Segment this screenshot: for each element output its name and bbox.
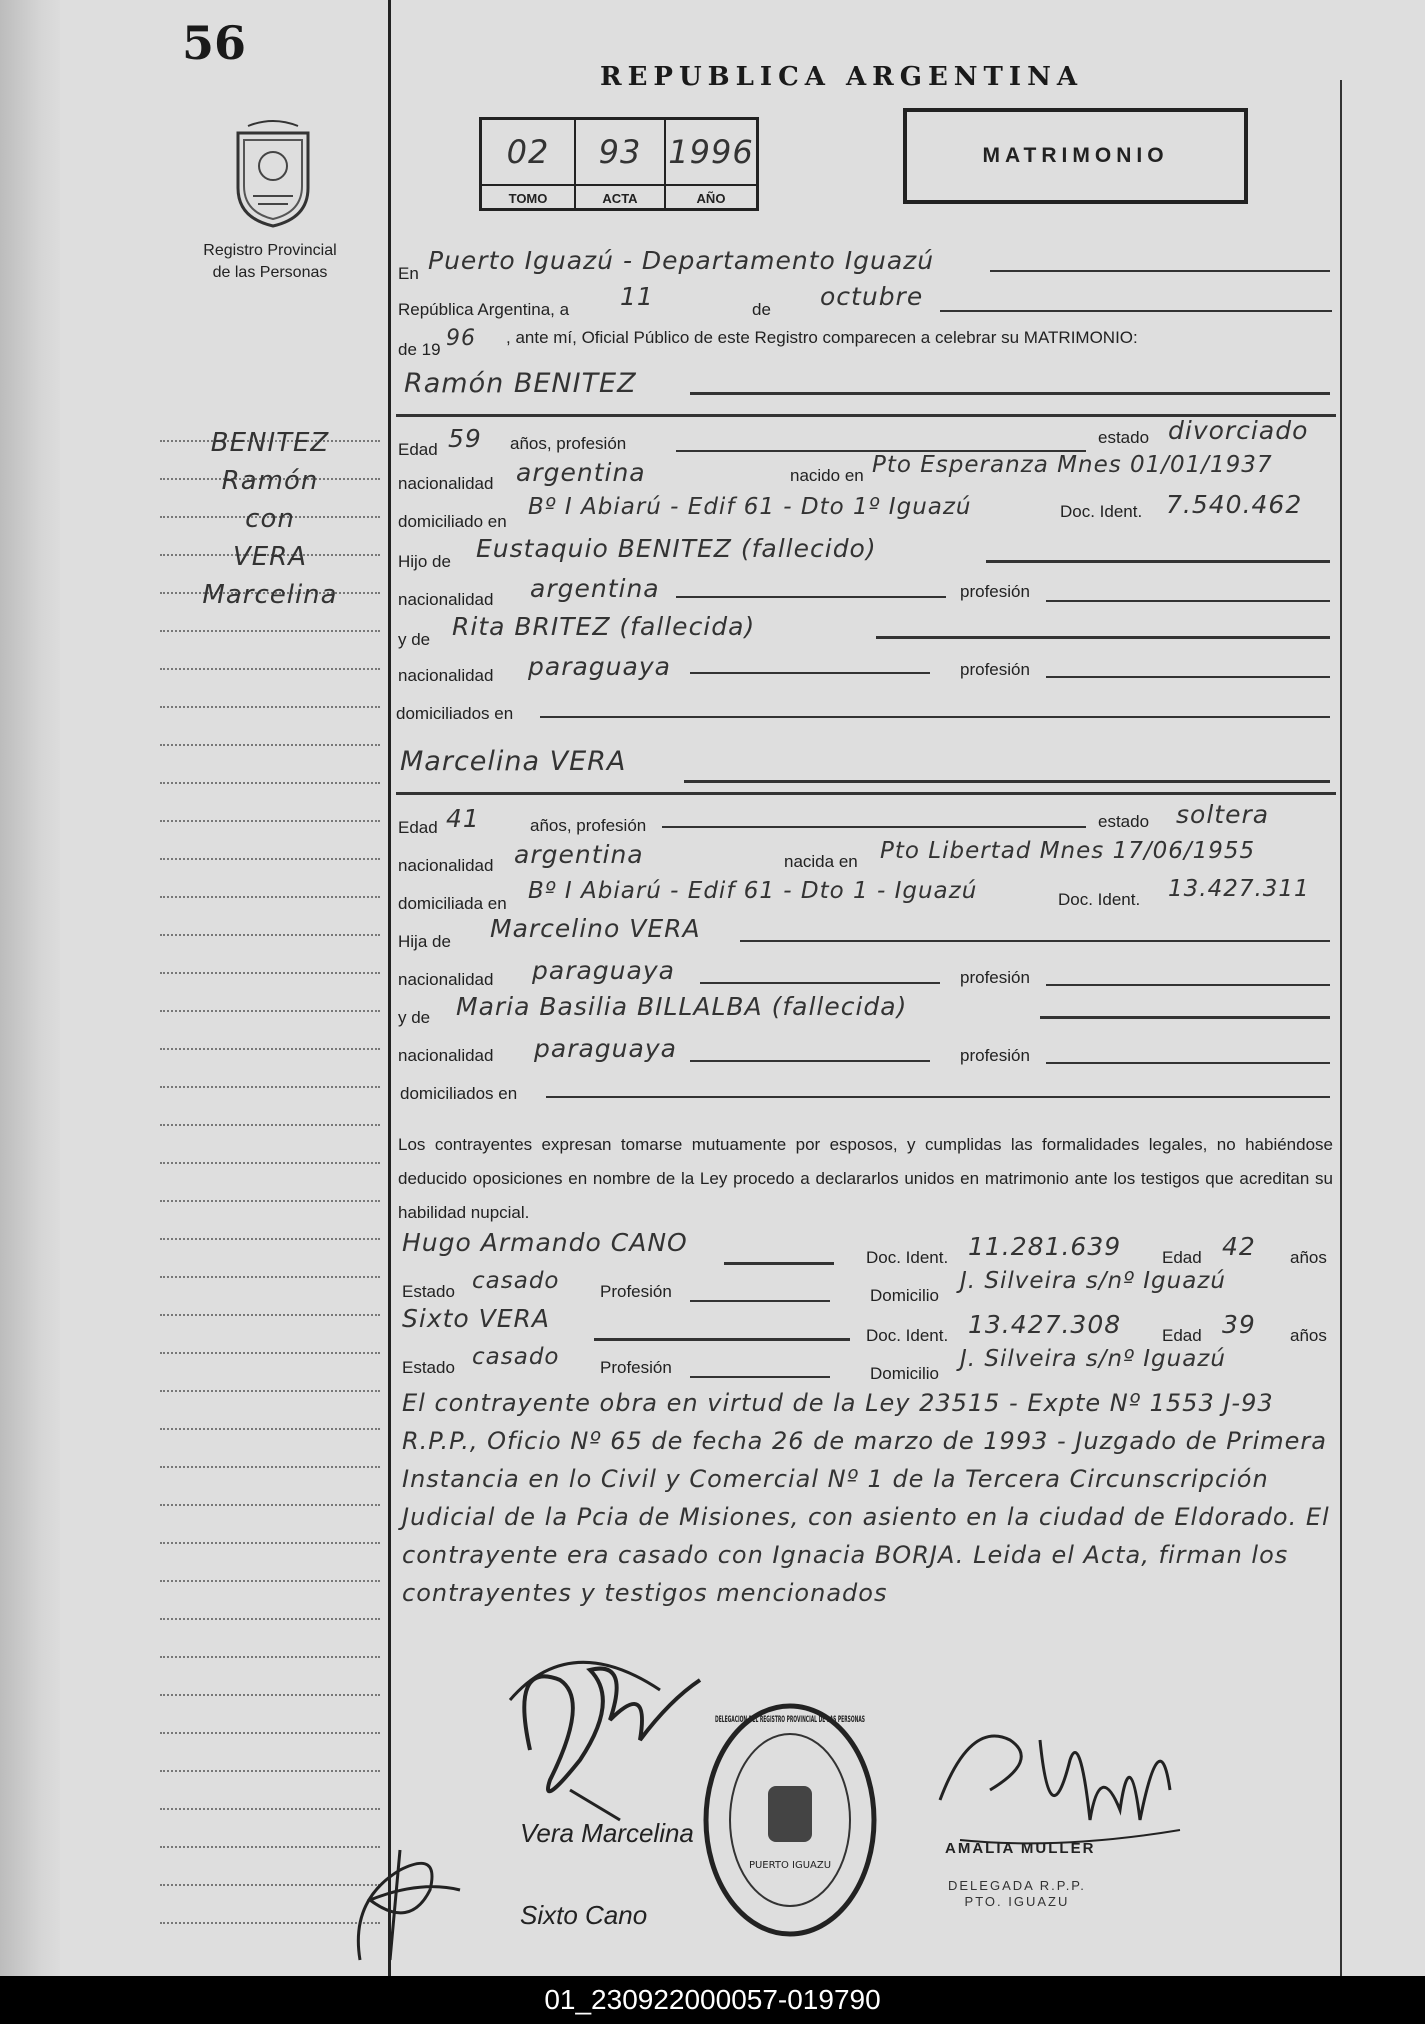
profesion-label: profesión xyxy=(960,1046,1030,1065)
officer-title xyxy=(948,1878,1086,1910)
ano-label: AÑO xyxy=(666,184,756,211)
year-suffix: 96 xyxy=(446,326,476,351)
underline xyxy=(1046,676,1330,678)
declaration-text: Los contrayentes expresan tomarse mutuamente por esposos, y cumplidas las formalidades legales, no habiéndose deducido oposiciones en nombre de la Ley procedo a declararlos unidos en matrimonio ante los testigos que acreditan su habilidad nupcial. xyxy=(398,1135,1333,1222)
underline xyxy=(1046,984,1330,986)
profesion-label: profesión xyxy=(960,660,1030,679)
margin-dotted-rule xyxy=(160,858,380,860)
groom-madre: Rita BRITEZ (fallecida) xyxy=(452,612,756,641)
groom-doc: 7.540.462 xyxy=(1166,490,1303,519)
officer-name: AMALIA MULLER xyxy=(945,1840,1096,1857)
underline xyxy=(662,826,1086,828)
groom-name: Ramón BENITEZ xyxy=(404,368,637,399)
underline xyxy=(684,780,1330,783)
de-label: de xyxy=(752,300,771,319)
day-value: 11 xyxy=(620,282,654,311)
tomo-label: TOMO xyxy=(482,184,576,211)
stamp-city: PUERTO IGUAZU xyxy=(748,1860,832,1871)
margin-dotted-rule xyxy=(160,1352,380,1354)
estado-label: estado xyxy=(1098,812,1150,831)
act-type-box: MATRIMONIO xyxy=(903,108,1248,204)
margin-name: BENITEZ xyxy=(210,428,330,458)
underline xyxy=(1040,1016,1330,1019)
witness-signature: Sixto Cano xyxy=(520,1900,648,1930)
notes-text: El contrayente obra en virtud de la Ley 23515 - Expte Nº 1553 J-93 R.P.P., Oficio Nº 65 de fecha 26 de marzo de 1993 - Juzgado de Primera Instancia en lo Civil y Comercial Nº 1 de la Tercera Circunscripción Judicial de la Pcia de Misiones, con asiento en la ciudad de Eldorado. El contrayente era casado con Ignacia BORJA. Leida el Acta, firman los contrayentes y testigos mencionados xyxy=(402,1389,1330,1607)
margin-dotted-rule xyxy=(160,706,380,708)
registry-name xyxy=(170,240,370,284)
underline xyxy=(990,270,1330,272)
witness2-doc: 13.427.308 xyxy=(968,1310,1122,1339)
margin-name: con xyxy=(245,504,295,534)
underline xyxy=(540,716,1330,718)
margin-name: Ramón xyxy=(221,466,319,496)
bride-name: Marcelina VERA xyxy=(400,746,627,777)
bride-nacida: Pto Libertad Mnes 17/06/1955 xyxy=(880,838,1256,864)
registry-line1: Registro Provincial xyxy=(203,242,337,259)
margin-rule xyxy=(388,0,391,1976)
groom-domicilio: Bº I Abiarú - Edif 61 - Dto 1º Iguazú xyxy=(528,494,972,520)
groom-edad: 59 xyxy=(448,424,482,453)
domiciliados-label: domiciliados en xyxy=(400,1084,518,1103)
underline xyxy=(690,1060,930,1062)
country-title: REPUBLICA ARGENTINA xyxy=(600,62,1084,92)
margin-dotted-rule xyxy=(160,1162,380,1164)
underline xyxy=(690,392,1330,395)
underline xyxy=(594,1338,850,1341)
registry-stamp-icon xyxy=(700,1700,880,1940)
bride-domicilio: Bº I Abiarú - Edif 61 - Dto 1 - Iguazú xyxy=(528,878,978,904)
republica-label: República Argentina, a xyxy=(398,300,570,319)
anos-label: años, profesión xyxy=(510,434,627,453)
edad-label: Edad xyxy=(398,440,438,459)
bride-padre: Marcelino VERA xyxy=(490,914,701,943)
doc-label: Doc. Ident. xyxy=(866,1248,949,1267)
bride-signature: Vera Marcelina xyxy=(520,1818,694,1848)
witness2-estado: casado xyxy=(472,1344,560,1370)
edad-label: Edad xyxy=(398,818,438,837)
bride-doc: 13.427.311 xyxy=(1168,876,1310,902)
groom-madre-nac: paraguaya xyxy=(528,652,671,681)
witness1-doc: 11.281.639 xyxy=(968,1232,1122,1261)
margin-dotted-rule xyxy=(160,896,380,898)
place-value: Puerto Iguazú - Departamento Iguazú xyxy=(428,246,935,275)
signature-scribble-icon xyxy=(340,1840,480,1970)
margin-dotted-rule xyxy=(160,1428,380,1430)
tomo-value: 02 xyxy=(482,120,576,184)
margin-dotted-rule xyxy=(160,1694,380,1696)
domiciliado-label: domiciliado en xyxy=(398,512,507,531)
margin-dotted-rule xyxy=(160,934,380,936)
witness1-name: Hugo Armando CANO xyxy=(402,1228,688,1257)
margin-name: VERA xyxy=(232,542,308,572)
underline xyxy=(1046,600,1330,602)
doc-label: Doc. Ident. xyxy=(1060,502,1143,521)
ano-value: 1996 xyxy=(668,133,754,171)
acta-value: 93 xyxy=(576,120,666,184)
edad-label: Edad xyxy=(1162,1248,1202,1267)
margin-dotted-rule xyxy=(160,1808,380,1810)
provincial-seal-icon xyxy=(228,118,318,228)
bride-estado: soltera xyxy=(1176,800,1270,829)
nacido-label: nacido en xyxy=(790,466,864,485)
hijo-label: Hijo de xyxy=(398,552,451,571)
underline xyxy=(690,672,930,674)
margin-dotted-rule xyxy=(160,1390,380,1392)
bride-padre-nac: paraguaya xyxy=(532,956,675,985)
margin-name: Marcelina xyxy=(202,580,338,610)
witness2-name: Sixto VERA xyxy=(402,1304,551,1333)
witness1-estado: casado xyxy=(472,1268,560,1294)
underline xyxy=(700,982,940,984)
acta-label: ACTA xyxy=(576,184,666,211)
margin-dotted-rule xyxy=(160,782,380,784)
yde-label: y de xyxy=(398,630,431,649)
margin-dotted-rule xyxy=(160,1656,380,1658)
bride-madre: Maria Basilia BILLALBA (fallecida) xyxy=(456,992,908,1021)
domiciliada-label: domiciliada en xyxy=(398,894,507,913)
tomo-acta-box xyxy=(479,117,759,211)
margin-dotted-rule xyxy=(160,1276,380,1278)
margin-dotted-rule xyxy=(160,1770,380,1772)
underline xyxy=(724,1262,834,1265)
margin-dotted-rule xyxy=(160,668,380,670)
groom-padre: Eustaquio BENITEZ (fallecido) xyxy=(476,534,877,563)
bride-madre-nac: paraguaya xyxy=(534,1034,677,1063)
officer-place-line: PTO. IGUAZU xyxy=(964,1894,1070,1909)
bride-nacionalidad: argentina xyxy=(514,840,644,869)
nacionalidad-label: nacionalidad xyxy=(398,1046,494,1065)
witness1-edad: 42 xyxy=(1222,1232,1256,1261)
groom-estado: divorciado xyxy=(1168,416,1309,445)
profesion-label: Profesión xyxy=(600,1358,672,1377)
underline xyxy=(940,310,1332,312)
domiciliados-label: domiciliados en xyxy=(396,704,514,723)
officer-signature-icon xyxy=(930,1700,1190,1860)
edad-label: Edad xyxy=(1162,1326,1202,1345)
anos-label: años xyxy=(1290,1248,1327,1267)
nacida-label: nacida en xyxy=(784,852,858,871)
witness2-domicilio: J. Silveira s/nº Iguazú xyxy=(960,1346,1226,1372)
profesion-label: profesión xyxy=(960,582,1030,601)
margin-dotted-rule xyxy=(160,630,380,632)
margin-dotted-rule xyxy=(160,744,380,746)
margin-dotted-rule xyxy=(160,1504,380,1506)
doc-label: Doc. Ident. xyxy=(1058,890,1141,909)
year-prefix: de 19 xyxy=(398,340,441,359)
officer-title-line: DELEGADA R.P.P. xyxy=(948,1878,1086,1893)
estado-label: estado xyxy=(1098,428,1150,447)
registry-line2: de las Personas xyxy=(212,264,328,281)
underline xyxy=(986,560,1330,563)
margin-dotted-rule xyxy=(160,820,380,822)
margin-dotted-rule xyxy=(160,1238,380,1240)
domicilio-label: Domicilio xyxy=(870,1364,939,1383)
underline xyxy=(1046,1062,1330,1064)
margin-dotted-rule xyxy=(160,1086,380,1088)
anos-label: años, profesión xyxy=(530,816,647,835)
en-label: En xyxy=(398,264,419,283)
margin-dotted-rule xyxy=(160,1732,380,1734)
margin-dotted-rule xyxy=(160,1010,380,1012)
month-value: octubre xyxy=(820,282,924,311)
profesion-label: profesión xyxy=(960,968,1030,987)
groom-padre-nac: argentina xyxy=(530,574,660,603)
estado-label: Estado xyxy=(402,1282,455,1301)
book-binding xyxy=(0,0,60,1976)
doc-label: Doc. Ident. xyxy=(866,1326,949,1345)
margin-dotted-rule xyxy=(160,1542,380,1544)
stamp-text: DELEGACION DEL REGISTRO PROVINCIAL DE LAS PERSONAS xyxy=(715,1715,865,1725)
underline xyxy=(676,596,946,598)
witness2-edad: 39 xyxy=(1222,1310,1256,1339)
domicilio-label: Domicilio xyxy=(870,1286,939,1305)
nacionalidad-label: nacionalidad xyxy=(398,856,494,875)
bride-edad: 41 xyxy=(446,804,480,833)
ante-text: , ante mí, Oficial Público de este Registro comparecen a celebrar su MATRIMONIO: xyxy=(506,328,1138,347)
nacionalidad-label: nacionalidad xyxy=(398,474,494,493)
right-rule xyxy=(1340,80,1342,1976)
witness1-domicilio: J. Silveira s/nº Iguazú xyxy=(960,1268,1226,1294)
estado-label: Estado xyxy=(402,1358,455,1377)
signature-scribble-icon xyxy=(470,1640,730,1830)
nacionalidad-label: nacionalidad xyxy=(398,666,494,685)
underline xyxy=(690,1300,830,1302)
groom-nacionalidad: argentina xyxy=(516,458,646,487)
profesion-label: Profesión xyxy=(600,1282,672,1301)
margin-dotted-rule xyxy=(160,1124,380,1126)
yde-label: y de xyxy=(398,1008,431,1027)
margin-dotted-rule xyxy=(160,1618,380,1620)
margin-dotted-rule xyxy=(160,1200,380,1202)
underline xyxy=(690,1376,830,1378)
nacionalidad-label: nacionalidad xyxy=(398,590,494,609)
margin-dotted-rule xyxy=(160,1580,380,1582)
underline xyxy=(546,1096,1330,1098)
margin-dotted-rule xyxy=(160,1048,380,1050)
hija-label: Hija de xyxy=(398,932,451,951)
page-number: 56 xyxy=(182,16,247,70)
nacionalidad-label: nacionalidad xyxy=(398,970,494,989)
section-rule xyxy=(396,792,1336,795)
margin-dotted-rule xyxy=(160,972,380,974)
anos-label: años xyxy=(1290,1326,1327,1345)
groom-nacido: Pto Esperanza Mnes 01/01/1937 xyxy=(872,452,1273,478)
underline xyxy=(740,940,1330,942)
margin-dotted-rule xyxy=(160,1466,380,1468)
underline xyxy=(876,636,1330,639)
document-id-footer: 01_230922000057-019790 xyxy=(544,1984,881,2015)
margin-dotted-rule xyxy=(160,1314,380,1316)
